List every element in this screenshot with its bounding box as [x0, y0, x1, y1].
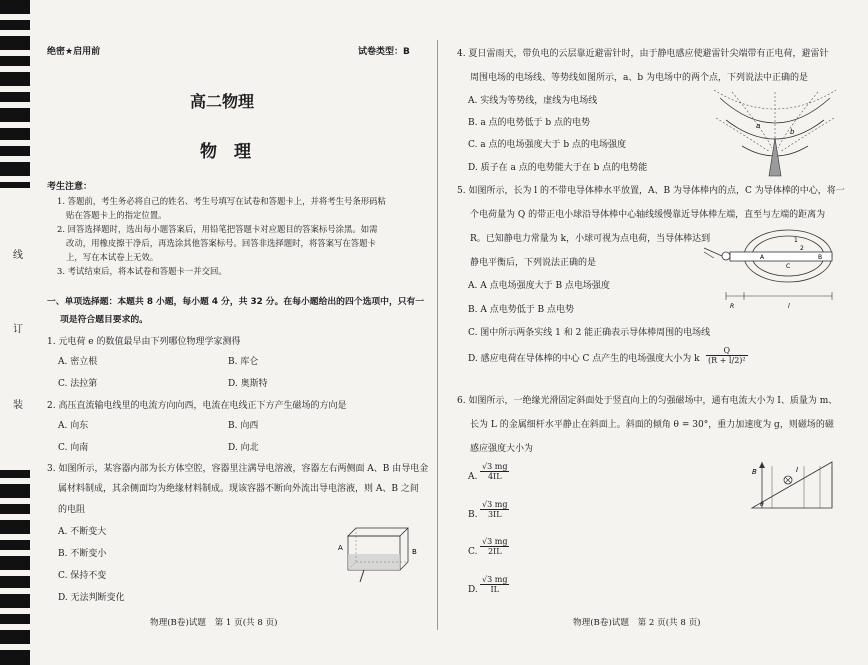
fig5-label-l: l — [788, 303, 790, 310]
fig4-label-b: b — [790, 128, 795, 136]
fig6-label-b: B — [752, 468, 757, 476]
q1-option-b: B. 库仑 — [228, 357, 259, 367]
q2-option-b: B. 向西 — [228, 421, 259, 431]
question-5-line: 5. 如图所示，长为 l 的不带电导体棒水平放置，A、B 为导体棒内的点，C 为导体棒的中心，将一 — [457, 186, 845, 196]
fig5-label-r: R — [730, 303, 735, 310]
container-figure — [336, 524, 420, 584]
q6-option-c-label: C. — [468, 547, 478, 557]
q2-option-d: D. 向北 — [228, 443, 259, 453]
subject-title: 物 理 — [200, 142, 251, 162]
incline-figure — [748, 458, 838, 514]
q4-option-a: A. 实线为等势线，虚线为电场线 — [468, 96, 598, 106]
q6-b-num: √3 mg — [482, 500, 508, 509]
q3-option-a: A. 不断变大 — [58, 527, 107, 537]
conductor-rod-figure — [700, 226, 840, 312]
q2-option-a: A. 向东 — [58, 421, 89, 431]
q6-option-a-label: A. — [468, 472, 478, 482]
question-3-line: 3. 如图所示，某容器内部为长方体空腔，容器里注满导电溶液，容器左右两侧面 A、B 由导电金 — [47, 464, 429, 474]
q5-formula-num: Q — [706, 346, 748, 356]
q6-option-b-frac — [480, 500, 509, 519]
page-divider — [437, 40, 438, 630]
q6-option-b-label: B. — [468, 510, 478, 520]
question-5-line: 个电荷量为 Q 的带正电小球沿导体棒中心轴线缓慢靠近导体棒左端，直至与左端的距离为 — [470, 210, 826, 220]
question-4-line: 4. 夏日雷雨天，带负电的云层靠近避雷针时，由于静电感应使避雷针尖端带有正电荷，避雷针 — [457, 49, 829, 59]
section-heading-cont: 项是符合题目要求的。 — [60, 315, 148, 325]
question-6-line: 6. 如图所示，一绝缘光滑固定斜面处于竖直向上的匀强磁场中，通有电流大小为 I、质量为 m、 — [457, 396, 838, 406]
fig6-label-theta: θ — [760, 501, 764, 508]
fig6-label-i: I — [796, 466, 799, 474]
q3-option-b: B. 不断变小 — [58, 549, 107, 559]
q3-option-c: C. 保持不变 — [58, 571, 107, 581]
q5-formula — [706, 346, 748, 365]
q6-c-den: 2IL — [487, 547, 502, 556]
section-heading: 一、单项选择题：本题共 8 小题，每小题 4 分，共 32 分。在每小题给出的四个选项中，只有一 — [47, 297, 425, 307]
notice-line: 贴在答题卡上的指定位置。 — [66, 210, 167, 220]
q5-formula-den: (R + l/2)² — [708, 356, 746, 365]
secret-label: 绝密★启用前 — [47, 47, 101, 57]
lightning-rod-field-figure — [712, 88, 838, 178]
question-4-line: 周围电场的电场线、等势线如图所示，a、b 为电场中的两个点，下列说法中正确的是 — [470, 73, 808, 83]
q6-option-d-label: D. — [468, 585, 478, 595]
notice-line: 改动，用橡皮擦干净后，再选涂其他答案标号。回答非选择题时，将答案写在答题卡 — [66, 238, 376, 248]
binding-char-xian: 线 — [13, 250, 23, 261]
q5-option-a: A. A 点电场强度大于 B 点电场强度 — [468, 281, 610, 291]
q6-option-a-frac — [480, 462, 509, 481]
q4-option-d: D. 质子在 a 点的电势能大于在 b 点的电势能 — [468, 163, 648, 173]
question-3-line: 的电阻 — [58, 505, 86, 515]
question-6-line: 长为 L 的金属细杆水平静止在斜面上。斜面的倾角 θ = 30°，重力加速度为 g，则磁场的磁 — [470, 420, 834, 430]
q3-option-d: D. 无法判断变化 — [58, 593, 125, 603]
q5-option-d: D. 感应电荷在导体棒的中心 C 点产生的电场强度大小为 k — [468, 354, 700, 364]
q1-option-c: C. 法拉第 — [58, 379, 98, 389]
notice-line: 2. 回答选择题时，选出每小题答案后，用铅笔把答题卡对应题目的答案标号涂黑。如需 — [57, 224, 378, 234]
q5-option-c: C. 图中所示两条实线 1 和 2 能正确表示导体棒周围的电场线 — [468, 328, 711, 338]
footer-page-2: 物理(B卷)试题 第 2 页(共 8 页) — [573, 618, 701, 628]
q6-b-den: 3IL — [487, 510, 502, 519]
binding-char-zhuang: 装 — [13, 400, 23, 411]
fig4-label-a: a — [756, 122, 761, 130]
fig5-point-c: C — [786, 263, 791, 270]
question-6-line: 感应强度大小为 — [470, 444, 534, 454]
q5-option-b: B. A 点电势低于 B 点电势 — [468, 305, 575, 315]
q6-option-d-frac — [480, 575, 509, 594]
q6-option-c-frac — [480, 537, 509, 556]
fig3-label-a: A — [338, 544, 343, 552]
notice-line: 3. 考试结束后，将本试卷和答题卡一并交回。 — [57, 266, 227, 276]
notice-title: 考生注意： — [47, 182, 93, 192]
fig5-line-1: 1 — [794, 237, 798, 244]
q2-option-c: C. 向南 — [58, 443, 89, 453]
footer-page-1: 物理(B卷)试题 第 1 页(共 8 页) — [150, 618, 278, 628]
q4-option-b: B. a 点的电势低于 b 点的电势 — [468, 118, 591, 128]
fig5-point-b: B — [818, 254, 823, 261]
fig3-label-b: B — [412, 548, 417, 556]
question-2: 2. 高压直流输电线里的电流方向向西，电流在电线正下方产生磁场的方向是 — [47, 401, 347, 411]
q4-option-c: C. a 点的电场强度大于 b 点的电场强度 — [468, 140, 626, 150]
question-5-line: 静电平衡后，下列说法正确的是 — [470, 258, 597, 268]
notice-line: 上，写在本试卷上无效。 — [66, 252, 159, 262]
q1-option-a: A. 密立根 — [58, 357, 98, 367]
q1-option-d: D. 奥斯特 — [228, 379, 268, 389]
fig5-line-2: 2 — [800, 245, 804, 252]
q6-a-num: √3 mg — [482, 462, 508, 471]
q6-c-num: √3 mg — [482, 537, 508, 546]
q6-d-num: √3 mg — [482, 575, 508, 584]
question-1: 1. 元电荷 e 的数值最早由下列哪位物理学家测得 — [47, 337, 241, 347]
page-title: 高二物理 — [190, 92, 255, 111]
notice-line: 1. 答题前，考生务必将自己的姓名、考生号填写在试卷和答题卡上，并将考生号条形码粘 — [57, 196, 386, 206]
binding-char-ding: 订 — [13, 324, 23, 335]
q6-a-den: 4IL — [487, 472, 502, 481]
question-5-line: R。已知静电力常量为 k，小球可视为点电荷，当导体棒达到 — [470, 234, 711, 244]
question-3-line: 属材料制成，其余侧面均为绝缘材料制成。现该容器不断向外流出导电溶液，则 A、B 之间 — [58, 484, 419, 494]
paper-type: 试卷类型：B — [358, 47, 410, 57]
fig5-point-a: A — [760, 254, 765, 261]
q6-d-den: IL — [490, 585, 499, 594]
